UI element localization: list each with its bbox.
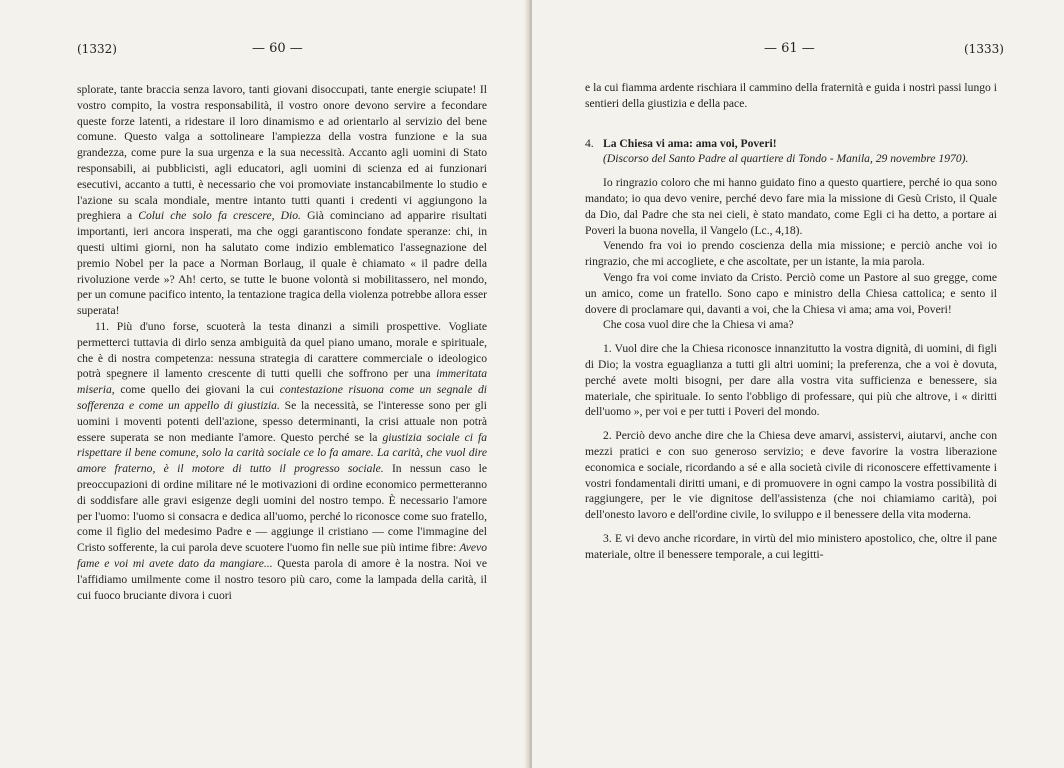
right-page-number: — 61 — [764, 41, 815, 56]
right-paragraph-5: 1. Vuol dire che la Chiesa riconosce innanzitutto la vostra dignità, di uomini, di figli di Dio; la vostra eguaglianza a tutti gli altri uomini; la preferenza, che a voi è dovuta, perché avete molti bisogni, per dare alla vostra vita sufficienza e benessere, sia materiale, che spirituale. Io sento l'obbligo di professare, qui più che altrove, i « diritti dell'uomo », per voi e per tutti i Poveri del mondo. [585, 342, 997, 419]
right-paragraph-3: Vengo fra voi come inviato da Cristo. Perciò come un Pastore al suo gregge, come un amico, come un fratello. Sono capo e ministro della Chiesa cattolica; e sento il dovere di proclamare qui, davanti a voi, che la Chiesa vi ama; ama voi, Poveri! [585, 270, 997, 316]
right-paragraph-1: Io ringrazio coloro che mi hanno guidato fino a questo quartiere, perché io qua sono mandato; io qua devo venire, perché devo fare mia la missione di Gesù Cristo, il Quale da Dio, dal Padre che sta nei cieli, è stato mandato, come Egli ci ha detto, a portare ai Poveri la buona novella, il Vangelo (Lc., 4,18). [585, 176, 997, 237]
left-page-body [77, 82, 487, 603]
right-paragraph-2: Venendo fra voi io prendo coscienza della mia missione; e perciò anche voi io ringrazio, che mi accogliete, e che ascoltate, per un istante, la mia parola. [585, 239, 997, 269]
left-paragraph-1: splorate, tante braccia senza lavoro, tanti giovani disoccupati, tante energie sciupate! Il vostro compito, la vostra responsabilità, il vostro onore devono servire a fecondare queste forze latenti, a ridestare il loro dinamismo e ad orientarlo al servizio del bene comune. Questo valga a sottolineare l'ampiezza della vostra funzione e la sua grandezza, come pure la sua urgenza e la sua necessità. Accanto agli uomini di Stato responsabili, ai pubblicisti, agli educatori, agli uomini di scienza ed ai funzionari esecutivi, accanto a tutti, è necessario che voi promoviate instancabilmente lo studio e l'azione su scala mondiale, mentre intanto tutti quanti i credenti vi aggiungono la preghiera a Colui che solo fa crescere, Dio. Già cominciano ad apparire risultati importanti, ieri ancora insperati, ma che oggi garantiscono fondate speranze: chi, in questi ultimi giorni, non ha salutato come indizio emblematico l'assegnazione del premio Nobel per la pace a Norman Borlaug, il quale è chiamato « il padre della rivoluzione verde »? Ah! certo, se tutte le buone volontà si mobilitassero, nel mondo, per un comune pacifico intento, la tentazione tragica della violenza potrebbe allora esser superata! [77, 83, 487, 318]
right-paragraph-6: 2. Perciò devo anche dire che la Chiesa deve amarvi, assistervi, aiutarvi, anche con mezzi pratici e con suo generoso servizio; e deve favorire la vostra liberazione economica e sociale, ricordando a sé e alla società civile di riconoscere effettivamente i vostri fondamentali diritti umani, e di promuovere in ogni campo la vostra possibilità di raggiungere, per le vie dignitose dell'assistenza (che noi chiamiamo carità), poi dell'onesto lavoro e dell'ordine civile, lo sviluppo e il benessere della vita moderna. [585, 429, 997, 522]
left-page-code: (1332) [77, 42, 117, 56]
left-page-number: — 60 — [252, 41, 303, 56]
section-heading [585, 136, 997, 168]
right-intro-paragraph: e la cui fiamma ardente rischiara il cammino della fraternità e guida i nostri passi lungo i sentieri della giustizia e della pace. [585, 81, 997, 110]
section-title: La Chiesa vi ama: ama voi, Poveri! [603, 136, 777, 150]
right-paragraph-7: 3. E vi devo anche ricordare, in virtù del mio ministero apostolico, che, oltre il pane materiale, oltre il benessere temporale, a cui legitti- [585, 531, 997, 561]
section-source: (Discorso del Santo Padre al quartiere di Tondo - Manila, 29 novembre 1970). [603, 152, 969, 166]
right-page-body [585, 80, 997, 563]
right-paragraph-4: Che cosa vuol dire che la Chiesa vi ama? [603, 318, 794, 332]
left-page [0, 0, 530, 768]
right-page [532, 0, 1064, 768]
right-page-code: (1333) [964, 42, 1004, 56]
section-number: 4. [585, 136, 594, 150]
left-paragraph-2: 11. Più d'uno forse, scuoterà la testa dinanzi a simili prospettive. Vogliate permetterci tuttavia di dirlo senza ambiguità da quel piano umano, morale e spirituale, che è di nostra competenza: nessuna strategia di carattere commerciale o ideologico potrà spegnere il lamento crescente di tutti quelli che soffrono per una immeritata miseria, come quello dei giovani la cui contestazione risuona come un segnale di sofferenza e come un appello di giustizia. Se la necessità, se l'interesse sono per gli uomini i moventi potenti dell'azione, spesso determinanti, la crisi attuale non potrà essere superata se non mediante l'amore. Questo perché se la giustizia sociale ci fa rispettare il bene comune, solo la carità sociale ce lo fa amare. La carità, che vuol dire amore fraterno, è il motore di tutto il progresso sociale. In nessun caso le preoccupazioni di ordine militare né le motivazioni di ordine economico permetteranno di soddisfare alle gravi esigenze degli uomini del nostro tempo. È necessario l'amore per l'uomo: l'uomo si consacra e dedica all'uomo, perché lo riconosce come suo fratello, come il figlio del medesimo Padre e — aggiunge il cristiano — come l'immagine del Cristo sofferente, la cui parola deve scuotere l'uomo fin nelle sue più intime fibre: Avevo fame e voi mi avete dato da mangiare... Questa parola di amore è la nostra. Noi ve l'affidiamo umilmente come il nostro tesoro più caro, come la lampada della carità, il cui fuoco bruciante divora i cuori [77, 319, 488, 602]
